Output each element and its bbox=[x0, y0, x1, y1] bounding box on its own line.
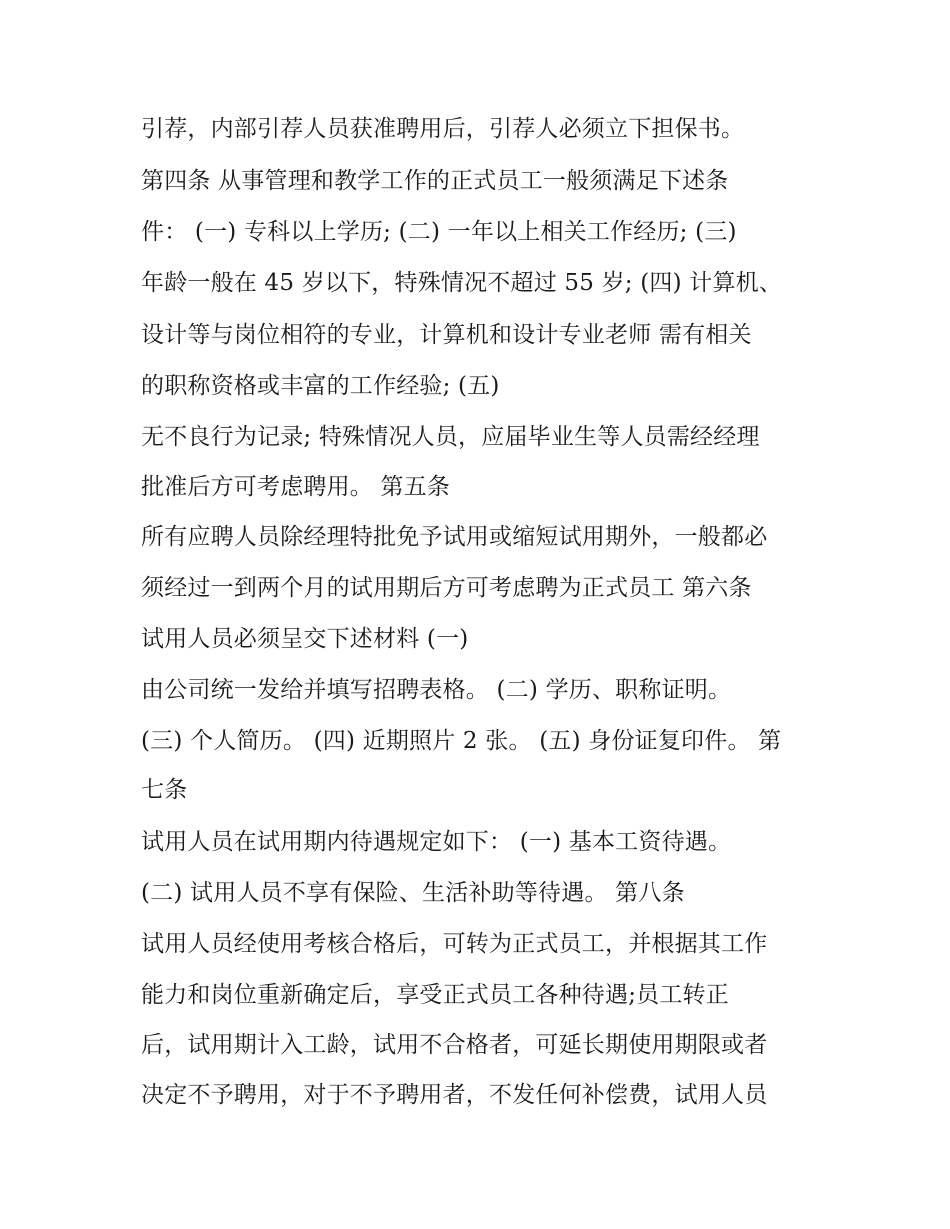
text-line: 试用人员必须呈交下述材料 (一) bbox=[141, 626, 469, 652]
text-line: 无不良行为记录; 特殊情况人员，应届毕业生等人员需经经理 bbox=[141, 424, 760, 450]
text-line: 试用人员经使用考核合格后，可转为正式员工，并根据其工作 bbox=[141, 931, 768, 957]
text-line: 能力和岗位重新确定后，享受正式员工各种待遇;员工转正 bbox=[141, 982, 729, 1008]
text-line: 后，试用期计入工龄，试用不合格者，可延长期使用期限或者 bbox=[141, 1032, 768, 1058]
text-line: 批准后方可考虑聘用。 第五条 bbox=[141, 474, 451, 500]
text-line: (二) 试用人员不享有保险、生活补助等待遇。 第八条 bbox=[141, 880, 685, 906]
text-line: 试用人员在试用期内待遇规定如下： (一) 基本工资待遇。 bbox=[141, 829, 732, 855]
text-line: 七条 bbox=[141, 777, 188, 803]
text-line: 件： (一) 专科以上学历; (二) 一年以上相关工作经历; (三) bbox=[141, 219, 737, 245]
text-line: (三) 个人简历。 (四) 近期照片 2 张。 (五) 身份证复印件。 第 bbox=[141, 728, 782, 754]
text-line: 的职称资格或丰富的工作经验; (五) bbox=[141, 373, 500, 399]
text-line: 所有应聘人员除经理特批免予试用或缩短试用期外，一般都必 bbox=[141, 524, 768, 550]
text-line: 须经过一到两个月的试用期后方可考虑聘为正式员工 第六条 bbox=[141, 575, 752, 601]
text-line: 引荐，内部引荐人员获准聘用后，引荐人必须立下担保书。 bbox=[141, 116, 745, 142]
text-line: 决定不予聘用，对于不予聘用者，不发任何补偿费，试用人员 bbox=[141, 1082, 768, 1108]
text-line: 由公司统一发给并填写招聘表格。 (二) 学历、职称证明。 bbox=[141, 677, 732, 703]
text-line: 设计等与岗位相符的专业，计算机和设计专业老师 需有相关 bbox=[141, 322, 752, 348]
text-line: 第四条 从事管理和教学工作的正式员工一般须满足下述条 bbox=[141, 168, 729, 194]
text-line: 年龄一般在 45 岁以下，特殊情况不超过 55 岁; (四) 计算机、 bbox=[141, 270, 783, 296]
